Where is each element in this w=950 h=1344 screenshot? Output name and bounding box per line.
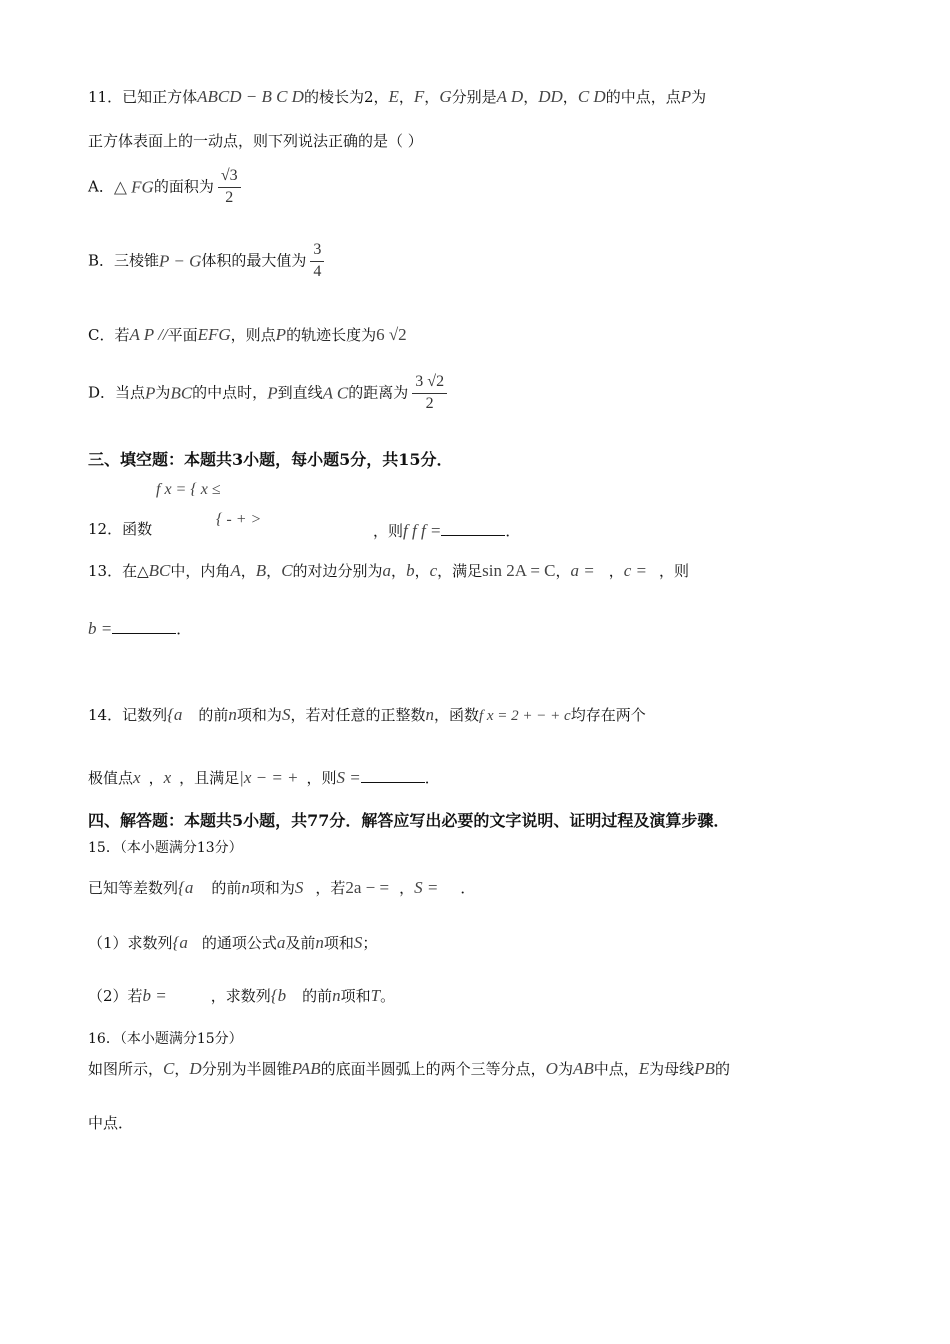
- math: P: [145, 383, 156, 403]
- fraction-denominator: 2: [425, 394, 434, 412]
- answer-blank[interactable]: [361, 768, 425, 783]
- answer-blank[interactable]: [112, 619, 176, 634]
- q13-line2: [88, 618, 191, 640]
- math: {a: [172, 933, 188, 952]
- text: ，: [266, 562, 282, 580]
- q11-option-d[interactable]: [88, 372, 447, 415]
- text: ，: [424, 88, 440, 106]
- math: T: [370, 986, 381, 1005]
- math: B: [255, 561, 267, 580]
- math: BC: [170, 383, 193, 403]
- math: S: [294, 878, 304, 897]
- section-4-heading: [88, 811, 729, 832]
- text: 的前: [302, 987, 333, 1005]
- section-title: 四、解答题：本题共5小题，共77分．解答应写出必要的文字说明、证明过程及演算步骤．: [88, 811, 730, 830]
- text: ，: [399, 879, 415, 897]
- text: 分别是: [451, 88, 497, 106]
- option-label: A．: [88, 177, 114, 196]
- q16-line1: [88, 1058, 730, 1080]
- math: n: [241, 878, 250, 897]
- option-label: B．三棱锥: [88, 251, 160, 270]
- q16-number: 16．（本小题满分15分）: [88, 1031, 243, 1047]
- math: F: [413, 87, 425, 106]
- text: ，: [398, 88, 414, 106]
- math: c =: [623, 561, 648, 580]
- math: DD: [538, 87, 563, 106]
- math: EFG: [197, 325, 231, 344]
- text: ．: [176, 620, 192, 638]
- math: A: [230, 561, 241, 580]
- fraction-denominator: 2: [225, 188, 234, 206]
- math: x: [163, 768, 172, 787]
- q15-number: 15．（本小题满分13分）: [88, 840, 243, 856]
- math: a: [382, 561, 392, 580]
- text: ．: [424, 769, 440, 787]
- text: 如图所示，: [88, 1060, 164, 1078]
- q12-number: 12．函数: [88, 520, 153, 538]
- text: 的轨迹长度为: [286, 326, 377, 344]
- math: P: [267, 383, 278, 403]
- text: 项和: [323, 934, 354, 952]
- text: 及前: [285, 934, 316, 952]
- text: 为: [155, 383, 171, 402]
- math: f x = 2 + − + c: [478, 708, 571, 724]
- text: 中，内角: [170, 562, 231, 580]
- option-label: D．当点: [88, 383, 146, 402]
- text: 为: [691, 88, 707, 106]
- math: P − G: [159, 251, 202, 271]
- math: △ FG: [113, 177, 154, 197]
- math: C D: [577, 87, 606, 106]
- text: 已知等差数列: [88, 879, 179, 897]
- section-3-heading: [88, 450, 453, 471]
- text: （1）求数列: [88, 934, 173, 952]
- q15-head: [88, 839, 243, 857]
- text: 的棱长为2，: [303, 88, 389, 106]
- text: 。: [380, 987, 396, 1005]
- text: 极值点: [88, 769, 134, 787]
- q16-line2: [88, 1114, 133, 1134]
- q16-head: [88, 1030, 243, 1048]
- math: a: [276, 933, 286, 952]
- math: c: [429, 561, 438, 580]
- q14-line2: [88, 767, 440, 789]
- math: P: [275, 325, 287, 344]
- text: 项和: [340, 987, 371, 1005]
- text: 的对边分别为: [292, 562, 383, 580]
- math: f f f =: [403, 521, 442, 540]
- math: AB: [572, 1059, 594, 1078]
- option-label: C．若: [88, 326, 130, 344]
- math: S =: [336, 768, 361, 787]
- text: 平面: [167, 326, 198, 344]
- text: 的底面半圆弧上的两个三等分点，: [320, 1060, 546, 1078]
- q14-number: 14．记数列: [88, 706, 168, 724]
- math: A P //: [129, 325, 168, 344]
- math: PAB: [291, 1059, 321, 1078]
- math: S: [353, 933, 363, 952]
- fraction-denominator: 4: [313, 262, 322, 280]
- text: ，则: [306, 769, 337, 787]
- fraction: [412, 372, 447, 415]
- text: ，: [562, 88, 578, 106]
- text: ，若: [315, 879, 346, 897]
- math: S =: [414, 878, 439, 897]
- text: 项和为: [236, 706, 282, 724]
- math: S: [281, 705, 291, 724]
- q11-line2: [88, 132, 423, 152]
- piecewise-bottom: { - + >: [216, 511, 262, 528]
- text: ，若对任意的正整数: [290, 706, 426, 724]
- text: ．: [460, 879, 476, 897]
- math: C: [281, 561, 293, 580]
- text: ．: [505, 522, 521, 540]
- text: 均存在两个: [570, 706, 646, 724]
- text: 的: [714, 1060, 730, 1078]
- q11-option-c[interactable]: [88, 324, 407, 346]
- q15-line1: [88, 877, 475, 899]
- text: ，: [240, 562, 256, 580]
- text: 的面积为: [153, 177, 214, 196]
- text: 分别为半圆锥: [201, 1060, 292, 1078]
- text: 到直线: [277, 383, 323, 402]
- math: n: [315, 933, 324, 952]
- q13-number: 13．在△: [88, 562, 149, 580]
- math: b =: [142, 986, 167, 1005]
- answer-blank[interactable]: [441, 521, 505, 536]
- fraction-numerator: 3 √2: [412, 372, 447, 394]
- math: ABCD − B C D: [197, 87, 304, 106]
- text: ，则点: [230, 326, 276, 344]
- text: 的距离为: [348, 383, 409, 402]
- math: P: [680, 87, 692, 106]
- text: ，: [174, 1060, 190, 1078]
- text: ，且满足: [179, 769, 240, 787]
- math: A C: [322, 383, 349, 403]
- math: x: [133, 768, 141, 787]
- math: A D: [496, 87, 524, 106]
- math: b =: [88, 619, 113, 638]
- math: b: [406, 561, 415, 580]
- text: 为母线: [649, 1060, 695, 1078]
- text: ；: [362, 934, 378, 952]
- math: |x − = +: [239, 768, 299, 787]
- math: n: [332, 986, 341, 1005]
- text: ，满足: [437, 562, 483, 580]
- math: D: [189, 1059, 202, 1078]
- q15-part2: [88, 985, 395, 1007]
- math: a =: [570, 561, 595, 580]
- text: 体积的最大值为: [201, 251, 307, 270]
- text: （2）若: [88, 987, 143, 1005]
- q15-part1: [88, 932, 377, 954]
- math: 2a − =: [345, 878, 390, 897]
- text: ，: [414, 562, 430, 580]
- text: ，则: [659, 562, 690, 580]
- text: ，: [391, 562, 407, 580]
- q11-option-a[interactable]: [88, 166, 241, 209]
- math: PB: [694, 1059, 715, 1078]
- text: 的通项公式: [201, 934, 277, 952]
- text: 为: [557, 1060, 573, 1078]
- math: 6 √2: [376, 325, 407, 344]
- text: ，求数列: [210, 987, 271, 1005]
- text: 项和为: [249, 879, 295, 897]
- math: E: [638, 1059, 650, 1078]
- section-title: 三、填空题：本题共3小题，每小题5分，共15分．: [88, 450, 453, 469]
- text: 的中点时，: [192, 383, 268, 402]
- math: n: [228, 705, 237, 724]
- text: 中点．: [88, 1114, 134, 1132]
- math: G: [439, 87, 452, 106]
- q14-line1: [88, 704, 646, 727]
- text: 的中点，点: [605, 88, 681, 106]
- q11-number: 11．已知正方体: [88, 88, 198, 106]
- text: ，: [555, 562, 571, 580]
- math: C: [163, 1059, 175, 1078]
- piecewise-top: f x = { x ≤: [156, 481, 221, 498]
- text: 的前: [211, 879, 242, 897]
- text: ，: [523, 88, 539, 106]
- math: n: [425, 705, 434, 724]
- text: 中点，: [593, 1060, 639, 1078]
- text: ，: [608, 562, 624, 580]
- fraction: [310, 240, 324, 283]
- math: {a: [178, 878, 194, 897]
- math: BC: [148, 561, 171, 580]
- fraction: [218, 166, 241, 209]
- q11-option-b[interactable]: [88, 240, 324, 283]
- math: {a: [167, 705, 183, 724]
- math: sin 2A = C: [482, 561, 556, 580]
- q11-line1: [88, 86, 706, 108]
- fraction-numerator: √3: [218, 166, 241, 188]
- text: ，: [148, 769, 164, 787]
- text: ，则: [373, 522, 404, 540]
- math: O: [545, 1059, 558, 1078]
- q12-tail: [373, 520, 520, 542]
- text: 的前: [198, 706, 229, 724]
- q13-line1: [88, 560, 689, 582]
- text: ，函数: [433, 706, 479, 724]
- text: 正方体表面上的一动点，则下列说法正确的是（ ）: [88, 132, 423, 150]
- math: {b: [270, 986, 287, 1005]
- fraction-numerator: 3: [310, 240, 324, 262]
- math: E: [388, 87, 399, 106]
